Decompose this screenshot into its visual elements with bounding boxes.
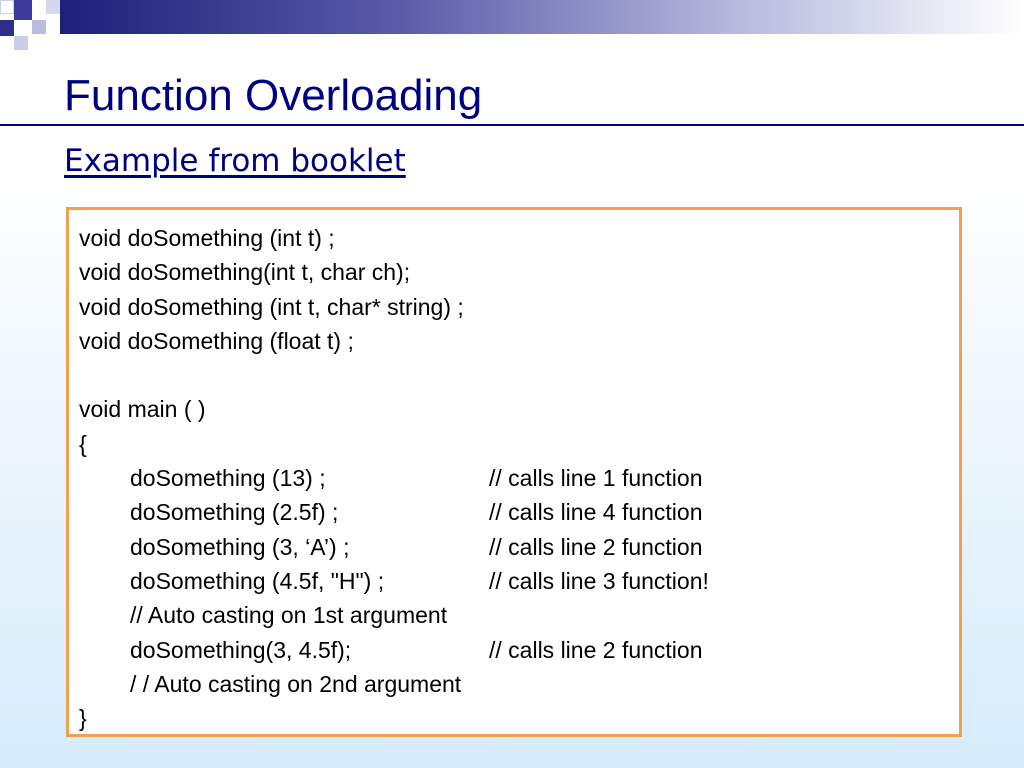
code-text: doSomething (2.5f) ; bbox=[130, 499, 339, 526]
code-block bbox=[66, 207, 962, 737]
blank-line bbox=[79, 358, 949, 392]
code-text: doSomething (4.5f, "H") ; bbox=[130, 567, 385, 594]
code-line bbox=[79, 290, 949, 324]
code-text: doSomething (13) ; bbox=[130, 465, 326, 492]
code-line bbox=[79, 461, 949, 495]
decor-square bbox=[46, 0, 60, 14]
title-divider bbox=[0, 124, 1024, 126]
code-text: doSomething(3, 4.5f); bbox=[130, 636, 352, 663]
code-text: void doSomething (float t) ; bbox=[79, 327, 354, 354]
code-text: void doSomething (int t, char* string) ; bbox=[79, 293, 464, 320]
code-text: void doSomething (int t) ; bbox=[79, 225, 335, 251]
code-line bbox=[79, 667, 949, 701]
code-text: } bbox=[79, 705, 87, 732]
code-line bbox=[79, 633, 949, 667]
code-line bbox=[79, 530, 949, 564]
slide-title: Function Overloading bbox=[64, 71, 483, 120]
code-line bbox=[79, 427, 949, 461]
code-comment: // calls line 4 function bbox=[489, 499, 703, 526]
decor-square bbox=[14, 0, 32, 20]
code-comment: // calls line 1 function bbox=[489, 465, 703, 492]
code-line bbox=[79, 324, 949, 358]
code-comment: // calls line 2 function bbox=[489, 636, 703, 663]
code-text: void main ( ) bbox=[79, 396, 206, 423]
slide-subtitle: Example from booklet bbox=[64, 143, 406, 179]
code-line bbox=[79, 598, 949, 632]
header-gradient-bar bbox=[60, 0, 1024, 34]
decor-square bbox=[0, 0, 14, 14]
code-line bbox=[79, 495, 949, 529]
code-comment: // calls line 2 function bbox=[489, 533, 703, 560]
code-text: / / Auto casting on 2nd argument bbox=[130, 670, 462, 697]
code-text: { bbox=[79, 430, 87, 457]
code-line bbox=[79, 392, 949, 426]
decor-square bbox=[0, 20, 14, 36]
code-text: void doSomething(int t, char ch); bbox=[79, 259, 411, 286]
decor-square bbox=[32, 20, 46, 34]
code-line bbox=[79, 701, 949, 735]
code-comment: // calls line 3 function! bbox=[489, 567, 709, 594]
code-line bbox=[79, 221, 949, 255]
decor-square bbox=[14, 36, 28, 50]
code-text: // Auto casting on 1st argument bbox=[130, 602, 448, 629]
code-line bbox=[79, 564, 949, 598]
code-line bbox=[79, 255, 949, 289]
code-text: doSomething (3, ‘A’) ; bbox=[130, 533, 350, 560]
